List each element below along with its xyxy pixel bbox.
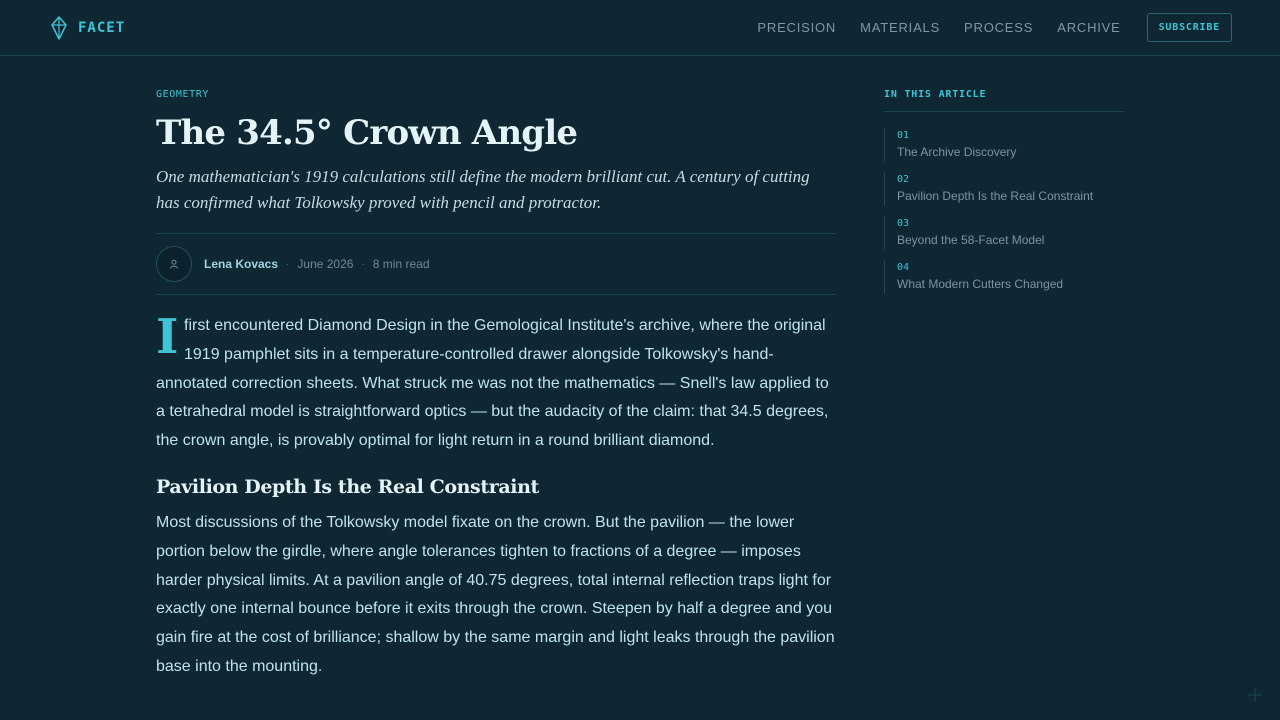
toc-item[interactable] [884, 128, 1124, 161]
table-of-contents [884, 88, 1124, 304]
byline [156, 233, 836, 295]
brand-name: FACET [78, 19, 126, 36]
intro-paragraph [156, 309, 836, 456]
drop-cap: I [156, 309, 179, 365]
main-nav [733, 13, 1232, 42]
article-category[interactable]: GEOMETRY [156, 89, 209, 100]
article [156, 88, 836, 682]
nav-link-precision[interactable]: PRECISION [757, 20, 837, 35]
toc-item-number: 04 [897, 262, 910, 273]
article-dek: One mathematician's 1919 calculations still define the modern brilliant cut. A century of cutting has confirmed what Tolkowsky proved with pencil and protractor. [156, 167, 810, 212]
toc-item-label: Pavilion Depth Is the Real Constraint [897, 189, 1094, 203]
toc-item-label: The Archive Discovery [897, 145, 1017, 159]
toc-item[interactable] [884, 216, 1124, 249]
byline-separator: · [286, 258, 290, 270]
section-heading: Pavilion Depth Is the Real Constraint [156, 475, 539, 498]
toc-item[interactable] [884, 260, 1124, 293]
toc-item-label: What Modern Cutters Changed [897, 277, 1064, 291]
body-paragraph: Most discussions of the Tolkowsky model fixate on the crown. But the pavilion — the lower portion below the girdle, where angle tolerances tighten to fractions of a degree — imposes harder physical limits. At a pavilion angle of 40.75 degrees, total internal reflection traps light for exactly one internal bounce before it exits through the crown. Steepen by half a degree and you gain fire at the cost of brilliance; shallow by the same margin and light leaks through the pavilion base into the mounting. [156, 513, 835, 675]
intro-paragraph-text: first encountered Diamond Design in the Gemological Institute's archive, where the original 1919 pamphlet sits in a temperature-controlled drawer alongside Tolkowsky's hand-annotated correction sheets. What struck me was not the mathematics — Snell's law applied to a tetrahedral model is straightforward optics — but the audacity of the claim: that 34.5 degrees, the crown angle, is provably optimal for light return in a round brilliant diamond. [156, 317, 829, 450]
nav-link-materials[interactable]: MATERIALS [860, 20, 941, 35]
toc-list [884, 128, 1124, 293]
toc-item[interactable] [884, 172, 1124, 205]
site-header [0, 0, 1280, 56]
toc-item-number: 01 [897, 130, 910, 141]
subscribe-button[interactable]: SUBSCRIBE [1147, 13, 1232, 42]
diamond-icon [50, 16, 68, 40]
toc-item-label: Beyond the 58-Facet Model [897, 233, 1045, 247]
nav-link-process[interactable]: PROCESS [964, 20, 1034, 35]
user-icon [169, 259, 179, 269]
nav-link-archive[interactable]: ARCHIVE [1057, 20, 1121, 35]
article-title: The 34.5° Crown Angle [156, 113, 578, 153]
publish-date: June 2026 [297, 257, 354, 271]
avatar[interactable] [156, 246, 192, 282]
toc-item-number: 02 [897, 174, 910, 185]
byline-separator: · [361, 258, 365, 270]
brand-logo[interactable] [50, 16, 125, 40]
toc-item-number: 03 [897, 218, 910, 229]
toc-heading: IN THIS ARTICLE [884, 88, 1124, 112]
crosshair-icon [1248, 688, 1262, 702]
author-name[interactable]: Lena Kovacs [204, 257, 279, 271]
read-time: 8 min read [372, 257, 430, 271]
